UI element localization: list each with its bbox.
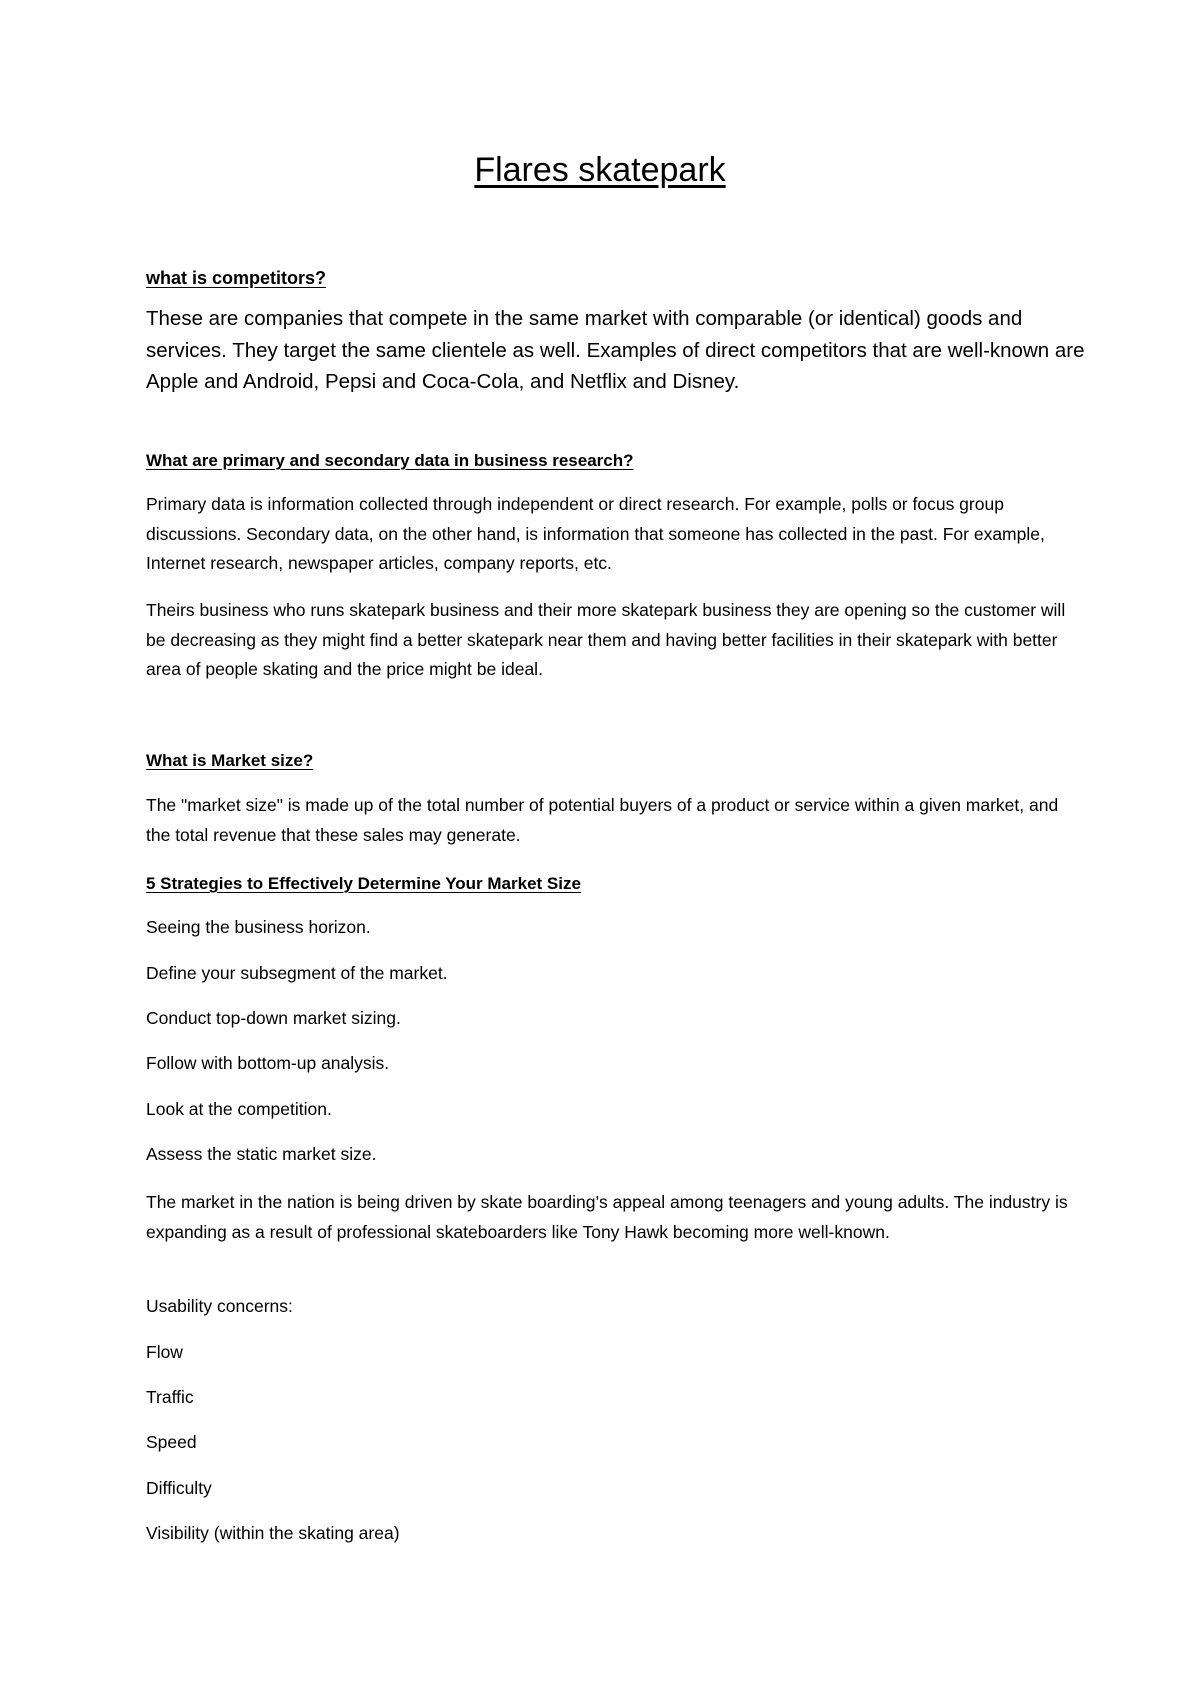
page-title: Flares skatepark: [474, 151, 726, 189]
usability-item: Flow: [146, 1342, 183, 1362]
strategy-item: Look at the competition.: [146, 1099, 332, 1119]
theirs-paragraph: Theirs business who runs skatepark business and their more skatepark business they are opening so the customer will be decreasing as they might find a better skatepark near them and having better facilities in their skatepark with better area of people skating and the price might be ideal.: [146, 600, 1066, 679]
competitors-heading: what is competitors?: [146, 268, 327, 288]
data-heading: What are primary and secondary data in business research?: [146, 451, 634, 470]
market-size-heading: What is Market size?: [146, 751, 314, 770]
strategy-item: Seeing the business horizon.: [146, 917, 371, 937]
competitors-paragraph: These are companies that compete in the same market with comparable (or identical) goods and services. They target the same clientele as well. Examples of direct competitors that are well-known are Apple and Android, Pepsi and Coca-Cola, and Netflix and Disney.: [146, 307, 1085, 393]
data-paragraph: Primary data is information collected through independent or direct research. For example, polls or focus group discussions. Secondary data, on the other hand, is information that someone has collected in the past. For example, Internet research, newspaper articles, company reports, etc.: [146, 494, 1045, 573]
strategy-item: Conduct top-down market sizing.: [146, 1008, 401, 1028]
usability-item: Difficulty: [146, 1478, 212, 1498]
strategy-item: Follow with bottom-up analysis.: [146, 1053, 390, 1073]
usability-item: Traffic: [146, 1387, 194, 1407]
strategy-item: Assess the static market size.: [146, 1144, 377, 1164]
usability-item: Visibility (within the skating area): [146, 1523, 400, 1543]
strategy-item: Define your subsegment of the market.: [146, 963, 448, 983]
market-size-paragraph: The "market size" is made up of the total number of potential buyers of a product or service within a given market, and the total revenue that these sales may generate.: [146, 795, 1059, 845]
usability-item: Speed: [146, 1432, 197, 1452]
usability-heading: Usability concerns:: [146, 1296, 293, 1316]
nation-paragraph: The market in the nation is being driven by skate boarding’s appeal among teenagers and young adults. The industry is expanding as a result of professional skateboarders like Tony Hawk becoming more well-known.: [146, 1192, 1068, 1242]
strategies-heading: 5 Strategies to Effectively Determine Your Market Size: [146, 874, 581, 893]
